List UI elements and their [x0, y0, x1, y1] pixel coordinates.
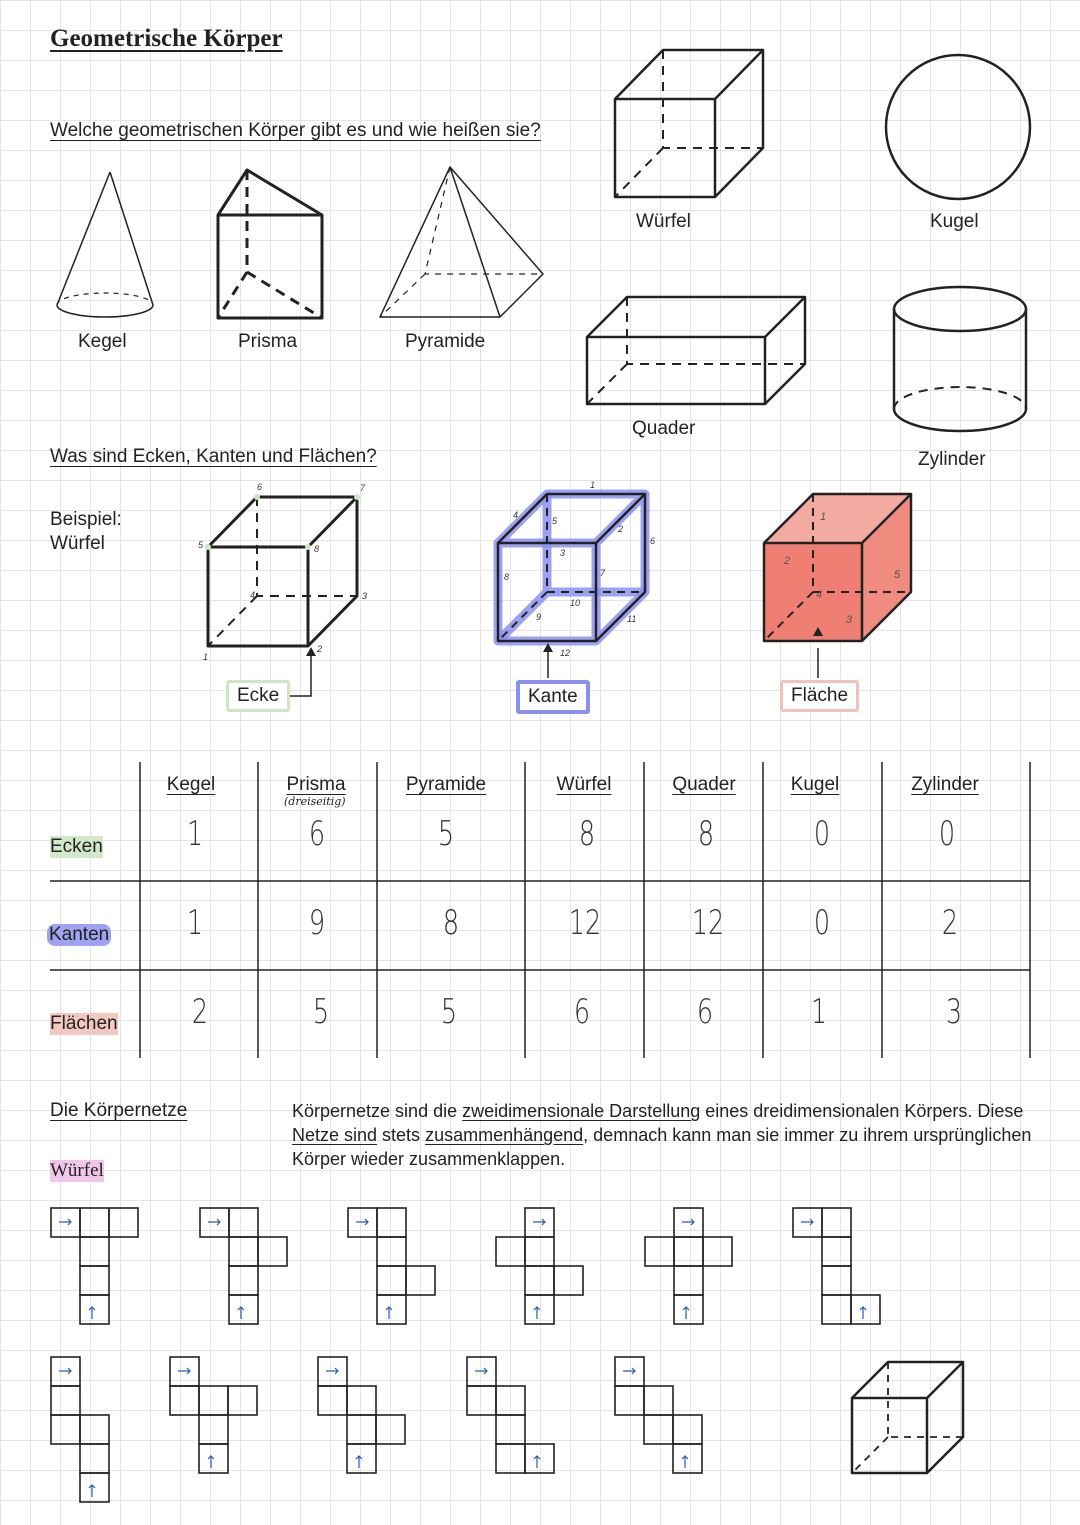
- column-header: Quader: [672, 774, 736, 795]
- kante-number: 8: [504, 572, 510, 582]
- page-title: Geometrische Körper: [50, 25, 283, 52]
- net-square: [347, 1415, 376, 1444]
- net-square: [80, 1208, 109, 1237]
- table-cell: 8: [442, 903, 460, 943]
- net-square: [376, 1415, 405, 1444]
- net-square: [109, 1208, 138, 1237]
- net-square: [80, 1444, 109, 1473]
- column-header: Kegel: [166, 774, 216, 795]
- net-arrow: [356, 1219, 368, 1225]
- table-cell: 8: [578, 814, 596, 854]
- net-square: [347, 1386, 376, 1415]
- table-cell: 1: [810, 992, 828, 1032]
- nets-subheading: Würfel: [50, 1160, 104, 1181]
- net-square: [318, 1386, 347, 1415]
- ecke-number: 5: [198, 540, 204, 550]
- ecke-number: 3: [362, 591, 368, 601]
- ecke-number: 7: [360, 483, 366, 493]
- ecke-number: 6: [257, 482, 263, 492]
- table-cell: 5: [437, 814, 455, 854]
- net-square: [644, 1415, 673, 1444]
- label-wuerfel: Würfel: [636, 211, 691, 232]
- table-cell: 2: [191, 992, 209, 1032]
- text-underlined: zweidimensionale Darstellung: [462, 1101, 701, 1121]
- ecke-number: 8: [314, 544, 320, 554]
- kante-number: 1: [590, 480, 596, 490]
- table-cell: 0: [938, 814, 956, 854]
- prisma-note: (dreiseitig): [284, 795, 346, 808]
- net-square: [377, 1266, 406, 1295]
- flaeche-number: 2: [784, 555, 791, 567]
- table-cell: 9: [308, 903, 326, 943]
- label-zylinder: Zylinder: [918, 449, 986, 470]
- tag-flaeche: Fläche: [780, 680, 859, 712]
- net-square: [80, 1237, 109, 1266]
- table-cell: 8: [697, 814, 715, 854]
- net-square: [199, 1386, 228, 1415]
- net-square: [496, 1237, 525, 1266]
- kante-number: 6: [650, 536, 656, 546]
- label-kegel: Kegel: [78, 331, 127, 352]
- net-square: [80, 1415, 109, 1444]
- ecke-number: 2: [317, 644, 323, 654]
- kante-number: 7: [600, 568, 606, 578]
- table-cell: 1: [186, 814, 204, 854]
- text-underlined: zusammenhängend: [425, 1125, 584, 1145]
- kante-number: 4: [513, 510, 519, 520]
- row-label-ecken: Ecken: [50, 836, 103, 857]
- net-square: [822, 1237, 851, 1266]
- net-arrow: [59, 1219, 71, 1225]
- label-quader: Quader: [632, 418, 696, 439]
- net-arrow: [178, 1368, 190, 1374]
- net-square: [674, 1266, 703, 1295]
- net-square: [377, 1208, 406, 1237]
- kante-number: 9: [536, 612, 542, 622]
- net-arrow: [475, 1368, 487, 1374]
- table-cell: 1: [186, 903, 204, 943]
- net-arrow: [682, 1456, 688, 1468]
- ecke-number: 1: [203, 652, 209, 662]
- table-cell: 0: [813, 814, 831, 854]
- question-ecken-kanten: Was sind Ecken, Kanten und Flächen?: [50, 446, 377, 467]
- net-arrow: [89, 1485, 95, 1497]
- table-cell: 3: [945, 992, 963, 1032]
- net-square: [822, 1266, 851, 1295]
- example-line-1: Beispiel:: [50, 509, 122, 530]
- net-square: [822, 1295, 851, 1324]
- kante-number: 3: [560, 548, 566, 558]
- kante-number: 10: [570, 598, 581, 608]
- net-square: [644, 1386, 673, 1415]
- net-square: [199, 1415, 228, 1444]
- text-part: stets: [377, 1125, 426, 1145]
- flaeche-number: 3: [846, 614, 853, 626]
- table-cell: 6: [696, 992, 714, 1032]
- net-square: [645, 1237, 674, 1266]
- column-header: Pyramide: [405, 774, 487, 795]
- net-arrow: [801, 1219, 813, 1225]
- table-cell: 6: [573, 992, 591, 1032]
- net-square: [525, 1237, 554, 1266]
- table-cell: 2: [941, 903, 959, 943]
- net-arrow: [238, 1307, 244, 1319]
- net-square: [673, 1415, 702, 1444]
- net-arrow: [89, 1307, 95, 1319]
- question-bodies: Welche geometrischen Körper gibt es und wie heißen sie?: [50, 120, 541, 141]
- kante-number: 2: [618, 524, 624, 534]
- net-square: [703, 1237, 732, 1266]
- row-label-flaechen: Flächen: [50, 1013, 118, 1034]
- text-part: Körpernetze sind die: [292, 1101, 463, 1121]
- text-part: eines dreidimensionalen Körpers. Diese: [700, 1101, 1024, 1121]
- table-cell: 5: [440, 992, 458, 1032]
- kante-number: 5: [552, 516, 558, 526]
- net-square: [822, 1208, 851, 1237]
- table-cell: 5: [312, 992, 330, 1032]
- net-square: [377, 1237, 406, 1266]
- ecke-number: 4: [250, 590, 256, 600]
- net-square: [229, 1266, 258, 1295]
- column-header: Kugel: [790, 774, 840, 795]
- net-arrow: [683, 1307, 689, 1319]
- net-arrow: [208, 1456, 214, 1468]
- row-label-kanten: Kanten: [49, 924, 110, 945]
- label-kugel: Kugel: [930, 211, 979, 232]
- net-square: [615, 1386, 644, 1415]
- net-square: [467, 1386, 496, 1415]
- net-square: [406, 1266, 435, 1295]
- net-square: [51, 1386, 80, 1415]
- net-square: [258, 1237, 287, 1266]
- net-arrow: [534, 1307, 540, 1319]
- text-underlined: Netze sind: [292, 1125, 378, 1145]
- tag-ecke: Ecke: [226, 680, 290, 712]
- net-square: [229, 1208, 258, 1237]
- flaeche-number: 4: [816, 589, 823, 601]
- nets-heading: Die Körpernetze: [50, 1100, 188, 1121]
- net-square: [674, 1237, 703, 1266]
- net-square: [496, 1444, 525, 1473]
- net-arrow: [356, 1456, 362, 1468]
- net-arrow: [386, 1307, 392, 1319]
- net-arrow: [860, 1307, 866, 1319]
- net-arrow: [326, 1368, 338, 1374]
- column-header: Zylinder: [911, 774, 979, 795]
- net-arrow: [208, 1219, 220, 1225]
- table-cell: 12: [568, 903, 602, 943]
- flaeche-number: 1: [820, 511, 827, 523]
- table-cell: 0: [813, 903, 831, 943]
- kante-number: 12: [560, 648, 571, 658]
- net-square: [228, 1386, 257, 1415]
- flaeche-number: 5: [894, 569, 901, 581]
- net-square: [496, 1386, 525, 1415]
- column-header: Würfel: [556, 774, 612, 795]
- net-arrow: [682, 1219, 694, 1225]
- kante-number: 11: [627, 614, 637, 624]
- net-square: [170, 1386, 199, 1415]
- label-pyramide: Pyramide: [405, 331, 486, 352]
- text-part: , demnach kann man sie immer zu ihrem ursprünglichen Körper wieder zusammenklappen.: [292, 1125, 1032, 1169]
- net-arrow: [533, 1219, 545, 1225]
- tag-kante: Kante: [516, 680, 590, 714]
- net-square: [51, 1415, 80, 1444]
- table-cell: 6: [308, 814, 326, 854]
- net-arrow: [623, 1368, 635, 1374]
- net-arrow: [534, 1456, 540, 1468]
- net-square: [80, 1266, 109, 1295]
- net-square: [229, 1237, 258, 1266]
- column-header: Prisma: [286, 774, 346, 795]
- table-cell: 12: [691, 903, 725, 943]
- label-prisma: Prisma: [238, 331, 298, 352]
- net-square: [554, 1266, 583, 1295]
- bottom-cube-drawing: [845, 1355, 975, 1485]
- example-line-2: Würfel: [50, 533, 105, 554]
- net-square: [525, 1266, 554, 1295]
- net-square: [496, 1415, 525, 1444]
- net-arrow: [59, 1368, 71, 1374]
